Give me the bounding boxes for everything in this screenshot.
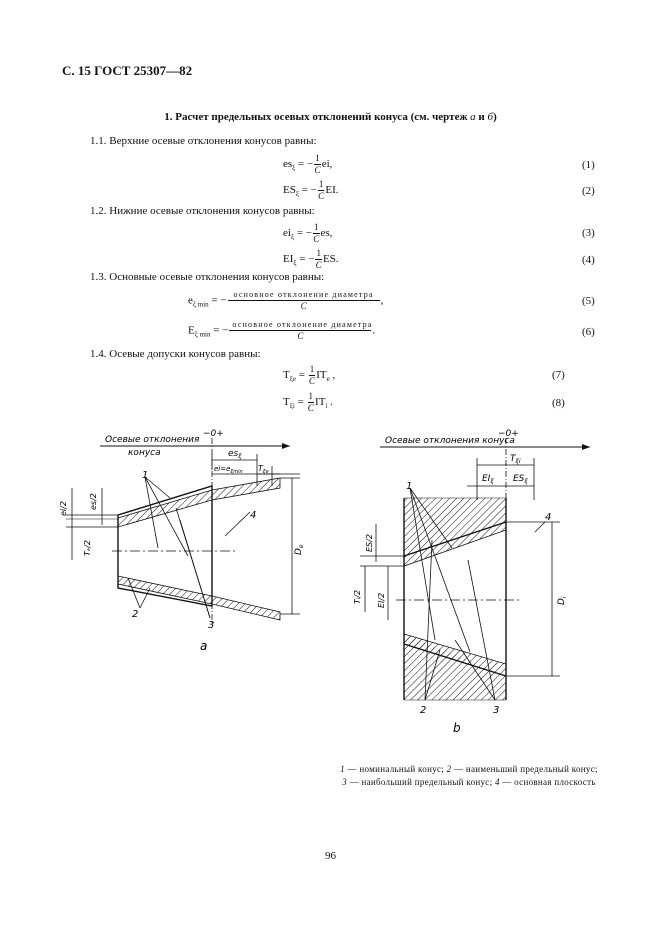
page-header: С. 15 ГОСТ 25307—82 (62, 63, 193, 78)
drawing-a-ei-eq: $ei=e_{\xi min}$ (214, 465, 243, 475)
formula-eq: = (295, 369, 308, 382)
drawing-a-callout-2: 2 (132, 609, 139, 620)
formula-lhs: ES (283, 184, 296, 197)
fraction-numerator: основное отклонение диаметра (228, 291, 380, 301)
caption-num: 1 (340, 764, 345, 774)
drawing-b-label: b (453, 721, 461, 735)
drawing-a (59, 429, 305, 653)
formula-number-5: (5) (582, 295, 595, 307)
paragraph-1-3: 1.3. Основные осевые отклонения конусов равны: (90, 271, 325, 283)
formula-lhs-sub: ξ (292, 164, 296, 173)
formula-number-8: (8) (552, 397, 565, 409)
drawing-b-zero: −0+ (498, 429, 519, 439)
formula-tail: , (329, 369, 336, 382)
formula-rhs: ei, (321, 158, 333, 171)
drawing-b-callout-2: 2 (420, 705, 427, 716)
drawing-a-zero: −0+ (203, 429, 224, 439)
caption-text: — наибольший предельный конус; (347, 777, 495, 787)
formula-number-7: (7) (552, 369, 565, 381)
formula-lhs-sub: ξ (290, 233, 295, 242)
formula-rhs-sub: i (325, 402, 328, 411)
fraction-denominator: C (307, 403, 314, 413)
formula-eq: = − (295, 158, 314, 171)
drawing-b (353, 429, 590, 735)
section-title-b: б (487, 111, 494, 123)
caption-text: — номинальный конус; (344, 764, 447, 774)
drawing-a-ei2: ei/2 (59, 501, 68, 516)
drawing-a-te2: Tₑ/2 (83, 539, 92, 556)
formula-lhs-sub: ξ (295, 190, 299, 199)
drawing-b-EI: $EI_\xi$ (482, 474, 494, 485)
drawing-a-de: $D_e$ (294, 544, 305, 555)
drawing-b-di: $D_i$ (557, 596, 568, 605)
fraction-denominator: C (315, 260, 322, 270)
fraction-numerator: 1 (308, 391, 314, 401)
drawing-b-ES: $ES_\xi$ (513, 474, 528, 485)
formula-lhs: EI (283, 253, 294, 266)
figure-caption (340, 763, 598, 789)
formula-rhs: , (380, 294, 384, 307)
fraction-denominator: C (297, 331, 304, 341)
formula-number-2: (2) (582, 185, 595, 197)
paragraph-1-1: 1.1. Верхние осевые отклонения конусов равны: (90, 135, 317, 147)
caption-num: 3 (342, 777, 348, 787)
fraction-numerator: 1 (316, 248, 321, 258)
formula-number-6: (6) (582, 326, 595, 338)
formula-lhs-sub: ξi (289, 402, 295, 411)
formula-lhs-sub: ξ min (194, 330, 211, 339)
formula-rhs: ES. (322, 253, 339, 266)
drawing-a-axis-label-2: конуса (128, 448, 161, 458)
drawing-a-callout-1: 1 (142, 470, 149, 481)
drawing-b-callout-3: 3 (493, 705, 500, 716)
caption-num: 4 (494, 777, 500, 787)
drawing-b-callout-4: 4 (545, 512, 552, 523)
fraction-denominator: C (318, 191, 325, 201)
formula-lhs-sub: ξe (289, 375, 296, 384)
section-title-close: ) (493, 111, 497, 123)
section-title-and: и (478, 111, 485, 123)
drawing-a-es2: es/2 (89, 493, 98, 510)
drawing-b-ti: $T_{\xi i}$ (510, 454, 521, 465)
drawing-b-ei2: EI/2 (377, 592, 386, 608)
fraction-numerator: 1 (309, 364, 315, 374)
formula-lhs: e (188, 294, 193, 307)
drawing-b-es2: ES/2 (365, 534, 374, 552)
formula-number-1: (1) (582, 159, 595, 171)
drawing-a-label: a (200, 639, 208, 653)
fraction-numerator: 1 (315, 153, 320, 163)
formula-rhs: . (372, 324, 376, 337)
formula-eq: = − (294, 227, 312, 240)
formula-eq: = − (208, 294, 227, 307)
formula-lhs: es (283, 158, 293, 171)
fraction-denominator: C (308, 376, 315, 386)
formula-lhs-sub: ξ (293, 259, 297, 268)
drawing-a-callout-3: 3 (208, 620, 215, 631)
fraction-denominator: C (314, 165, 321, 175)
section-title-main: 1. Расчет предельных осевых отклонений конуса (см. чертеж (164, 111, 468, 123)
fraction-numerator: основное отклонение диаметра (229, 321, 371, 331)
formula-eq: = (294, 396, 307, 409)
drawing-b-axis-label: Осевые отклонения конуса (385, 436, 515, 446)
formula-eq: = − (210, 324, 229, 337)
formula-rhs-sub: e (326, 375, 330, 384)
formula-number-4: (4) (582, 254, 595, 266)
page-number: 96 (325, 850, 336, 862)
formula-rhs: IT (315, 396, 326, 409)
fraction-numerator: 1 (314, 222, 319, 232)
drawing-a-callout-4: 4 (250, 510, 257, 521)
formula-eq: = − (296, 253, 315, 266)
formula-lhs: ei (283, 227, 291, 240)
drawing-b-ti2: Tᵢ/2 (353, 589, 362, 604)
section-title-a: а (470, 111, 476, 123)
drawing-a-es: $es_\xi$ (228, 449, 242, 460)
fraction-numerator: 1 (318, 179, 324, 189)
formula-rhs: es, (320, 227, 333, 240)
drawing-a-te: $T_{\xi e}$ (258, 464, 269, 475)
drawing-b-callout-1: 1 (406, 481, 413, 492)
formula-lhs: T (283, 369, 290, 382)
drawing-a-axis-label-1: Осевые отклонения (105, 435, 200, 445)
paragraph-1-2: 1.2. Нижние осевые отклонения конусов равны: (90, 205, 315, 217)
formula-tail: . (327, 396, 333, 409)
caption-text: — наименьший предельный конус; (451, 764, 598, 774)
formula-lhs-sub: ξ min (192, 300, 209, 309)
formula-lhs: T (283, 396, 290, 409)
formula-rhs: IT (316, 369, 327, 382)
formula-rhs: EI. (325, 184, 339, 197)
caption-num: 2 (446, 764, 452, 774)
fraction-denominator: C (300, 301, 307, 311)
fraction-denominator: C (313, 234, 320, 244)
caption-text: — основная плоскость (499, 777, 596, 787)
formula-lhs: E (188, 324, 195, 337)
paragraph-1-4: 1.4. Осевые допуски конусов равны: (90, 348, 261, 360)
formula-number-3: (3) (582, 227, 595, 239)
formula-eq: = − (298, 184, 317, 197)
